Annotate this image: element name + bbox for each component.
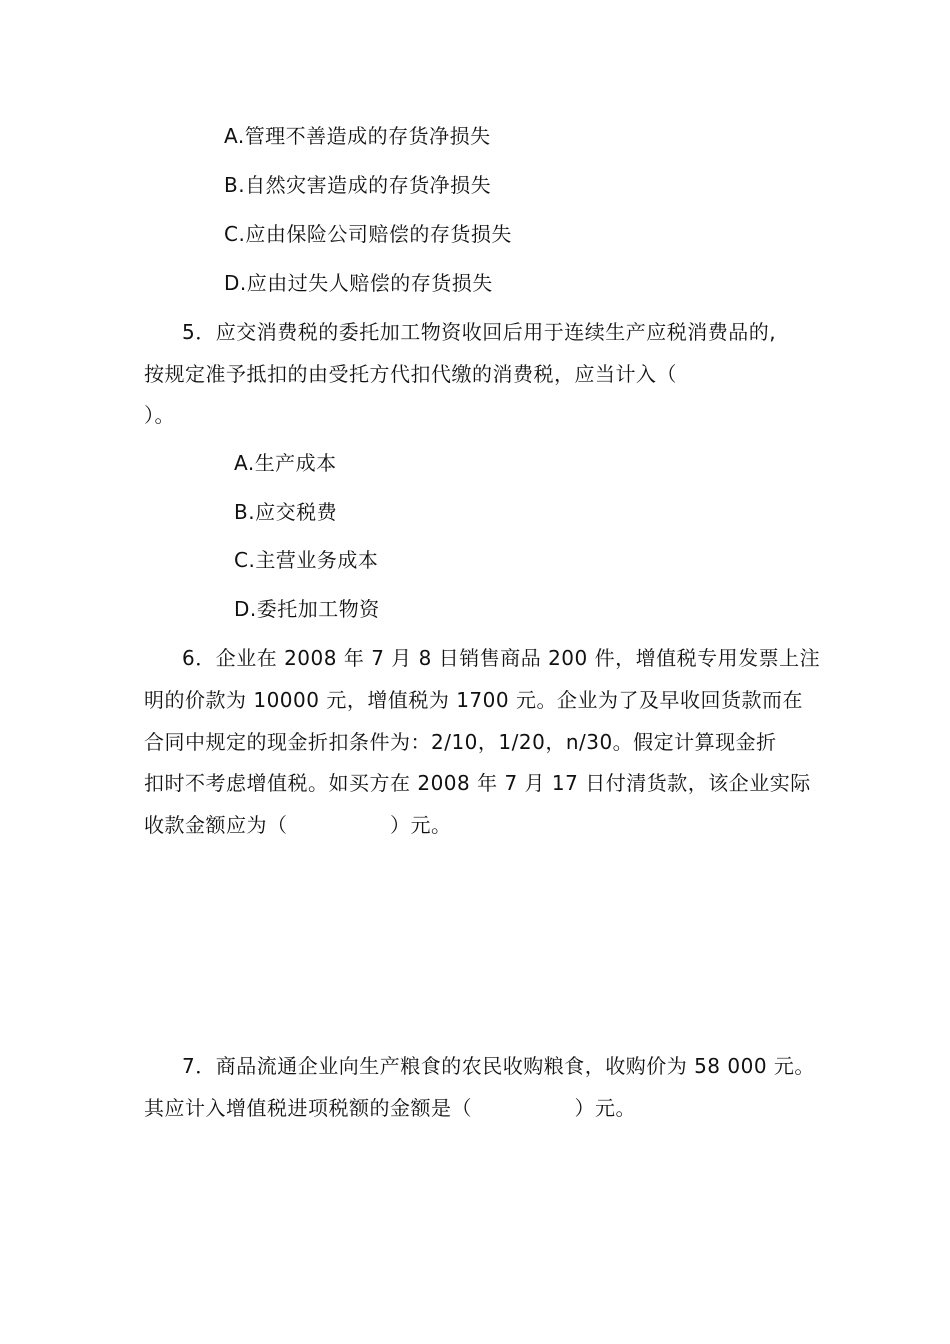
q6-stem-line-5: 收款金额应为（ ）元。 <box>144 813 452 837</box>
q4-option-b: B.自然灾害造成的存货净损失 <box>224 173 492 197</box>
q6-stem-line-1: 6．企业在 2008 年 7 月 8 日销售商品 200 件，增值税专用发票上注 <box>182 646 821 670</box>
q5-stem-line-2: 按规定准予抵扣的由受托方代扣代缴的消费税，应当计入（ <box>144 362 677 386</box>
q5-stem-line-1: 5．应交消费税的委托加工物资收回后用于连续生产应税消费品的, <box>182 320 777 344</box>
q5-option-d: D.委托加工物资 <box>234 597 380 621</box>
q5-stem-line-3: ）。 <box>144 403 175 427</box>
q7-stem-line-2: 其应计入增值税进项税额的金额是（ ）元。 <box>144 1096 636 1120</box>
q5-option-a: A.生产成本 <box>234 451 337 475</box>
q4-option-a: A.管理不善造成的存货净损失 <box>224 124 491 148</box>
q4-option-d: D.应由过失人赔偿的存货损失 <box>224 271 493 295</box>
q7-stem-line-1: 7．商品流通企业向生产粮食的农民收购粮食，收购价为 58 000 元。 <box>182 1054 815 1078</box>
q5-option-b: B.应交税费 <box>234 500 338 524</box>
q4-option-c: C.应由保险公司赔偿的存货损失 <box>224 222 512 246</box>
q6-stem-line-3: 合同中规定的现金折扣条件为：2/10，1/20，n/30。假定计算现金折 <box>144 730 777 754</box>
q5-option-c: C.主营业务成本 <box>234 548 379 572</box>
q6-stem-line-2: 明的价款为 10000 元，增值税为 1700 元。企业为了及早收回货款而在 <box>144 688 803 712</box>
q6-stem-line-4: 扣时不考虑增值税。如买方在 2008 年 7 月 17 日付清货款，该企业实际 <box>144 771 811 795</box>
